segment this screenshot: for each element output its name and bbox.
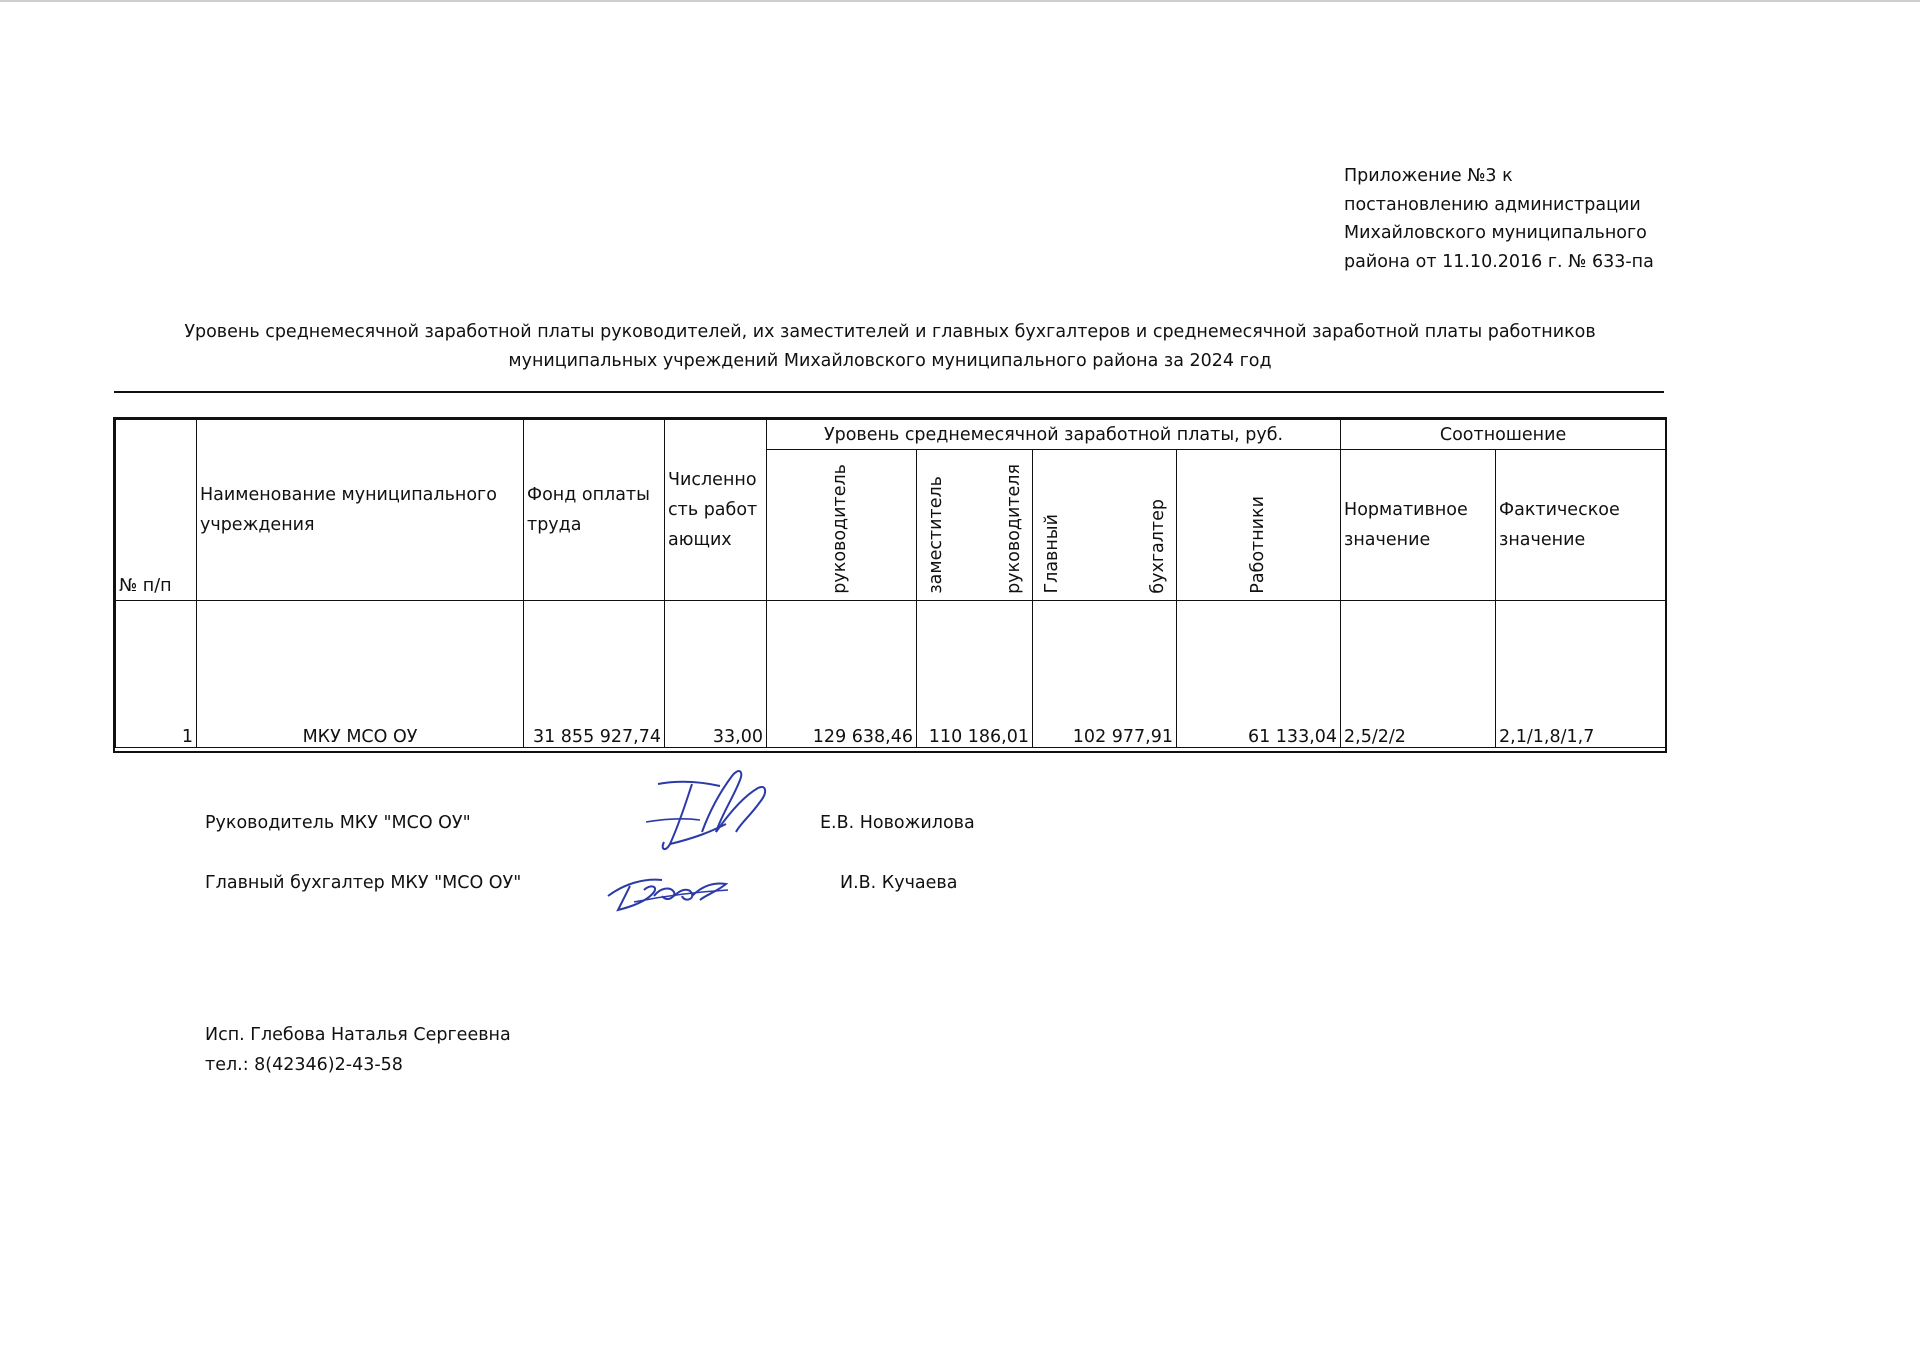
header-accountant-text-1: Главный: [1042, 514, 1062, 594]
document-title: [112, 318, 1668, 376]
header-deputy-text-1: заместитель: [926, 476, 946, 594]
header-head: [767, 450, 917, 601]
executor-name: Исп. Глебова Наталья Сергеевна: [205, 1025, 511, 1045]
header-normative: Нормативное значение: [1341, 450, 1496, 601]
header-num: № п/п: [116, 420, 197, 601]
header-fund: Фонд оплаты труда: [524, 420, 665, 601]
accountant-name: И.В. Кучаева: [840, 873, 958, 893]
row-num: 1: [116, 601, 197, 748]
scan-edge: [0, 0, 1920, 2]
row-name: МКУ МСО ОУ: [197, 601, 524, 748]
header-deputy-text-2: руководителя: [1004, 464, 1024, 594]
header-ratio-group: Соотношение: [1341, 420, 1666, 450]
header-row-groups: [116, 420, 1666, 450]
title-underline: [114, 391, 1664, 393]
appendix-note: [1344, 162, 1654, 276]
header-accountant-text-2: бухгалтер: [1148, 499, 1168, 594]
header-deputy: [917, 450, 1033, 601]
accountant-signature: [604, 866, 734, 914]
salary-table: [115, 419, 1666, 748]
row-normative: 2,5/2/2: [1341, 601, 1496, 748]
row-deputy: 110 186,01: [917, 601, 1033, 748]
row-fund: 31 855 927,74: [524, 601, 665, 748]
header-actual: Фактическое значение: [1496, 450, 1666, 601]
row-workers: 61 133,04: [1177, 601, 1341, 748]
header-salary-group: Уровень среднемесячной заработной платы, руб.: [767, 420, 1341, 450]
head-signature-label: Руководитель МКУ "МСО ОУ": [205, 813, 471, 833]
row-staff: 33,00: [665, 601, 767, 748]
header-head-text: руководитель: [830, 464, 850, 594]
appendix-line: района от 11.10.2016 г. № 633-па: [1344, 251, 1654, 272]
header-workers-text: Работники: [1248, 496, 1268, 594]
header-accountant: [1033, 450, 1177, 601]
contact-block: [205, 1020, 511, 1080]
appendix-line: постановлению администрации: [1344, 194, 1641, 215]
title-line: Уровень среднемесячной заработной платы руководителей, их заместителей и главных бухгалтеров и среднемесячной заработной платы работников: [184, 322, 1596, 342]
title-line: муниципальных учреждений Михайловского муниципального района за 2024 год: [508, 351, 1272, 371]
row-actual: 2,1/1,8/1,7: [1496, 601, 1666, 748]
appendix-line: Михайловского муниципального: [1344, 223, 1647, 243]
accountant-signature-label: Главный бухгалтер МКУ "МСО ОУ": [205, 873, 522, 893]
row-accountant: 102 977,91: [1033, 601, 1177, 748]
table-row: [116, 601, 1666, 748]
header-workers: [1177, 450, 1341, 601]
row-head: 129 638,46: [767, 601, 917, 748]
header-name: Наименование муниципального учреждения: [197, 420, 524, 601]
header-staff: Численность работающих: [665, 420, 767, 601]
executor-phone: тел.: 8(42346)2-43-58: [205, 1055, 403, 1075]
head-name: Е.В. Новожилова: [820, 813, 975, 833]
appendix-line: Приложение №3 к: [1344, 166, 1513, 186]
head-signature: [640, 762, 780, 857]
